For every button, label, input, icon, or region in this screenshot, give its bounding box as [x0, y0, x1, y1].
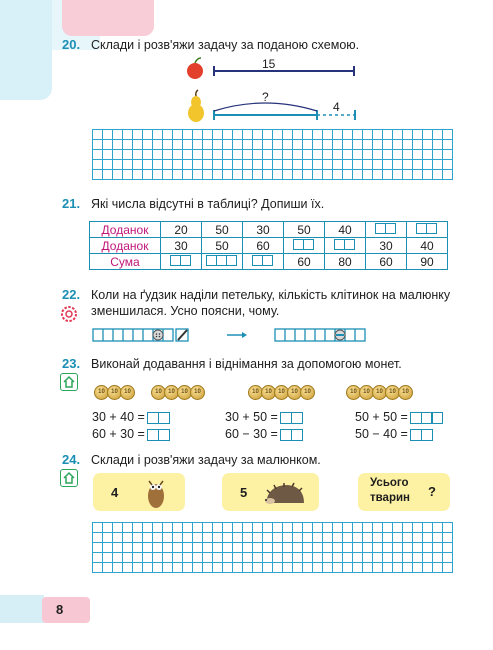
table-cell: 90 [407, 254, 448, 270]
sums-table [89, 221, 448, 270]
task-text-line1: Коли на ґудзик наділи петельку, кількість клітинок на малюнку [91, 288, 451, 302]
answer-box[interactable] [411, 429, 432, 441]
task-number: 20. [62, 37, 81, 52]
total-question: ? [428, 484, 436, 499]
apple-icon [187, 58, 203, 79]
task-text: Склади і розв'яжи задачу за малюнком. [91, 453, 321, 467]
card-value: 4 [111, 485, 119, 500]
home-icon [60, 373, 78, 391]
equation: 30 + 50 = [225, 410, 303, 424]
coin-group: 10 10 10 10 10 [248, 382, 313, 400]
task-number: 23. [62, 356, 81, 371]
card-value: 5 [240, 485, 248, 500]
task-number: 22. [62, 287, 81, 302]
owl-icon [145, 475, 167, 511]
task-number: 24. [62, 452, 81, 467]
button-strip-illustration [92, 325, 442, 345]
pear-icon [188, 90, 204, 122]
table-cell: 30 [243, 222, 284, 238]
pear-question: ? [262, 90, 269, 104]
pear-extra: 4 [333, 100, 340, 114]
answer-cell[interactable] [161, 254, 202, 270]
arrow-right-icon [227, 332, 247, 338]
page-number: 8 [56, 602, 64, 617]
equation: 60 + 30 = [92, 427, 170, 441]
total-label-line2: тварин [370, 492, 410, 504]
page-number-box [42, 597, 90, 623]
table-cell: 50 [202, 238, 243, 254]
answer-grid[interactable] [92, 129, 453, 180]
answer-cell[interactable] [202, 254, 243, 270]
total-card [358, 473, 450, 511]
row-label: Доданок [90, 238, 161, 254]
answer-box[interactable] [411, 412, 443, 424]
table-row [90, 238, 448, 254]
button-icon [153, 330, 163, 340]
answer-cell[interactable] [243, 254, 284, 270]
answer-grid[interactable] [92, 522, 453, 573]
answer-cell[interactable] [325, 238, 366, 254]
gear-icon [60, 305, 78, 323]
total-label-line1: Усього [370, 477, 409, 489]
answer-box[interactable] [281, 412, 302, 424]
coin-group: 10 10 10 10 [151, 382, 203, 400]
answer-cell[interactable] [407, 222, 448, 238]
table-row [90, 254, 448, 270]
equation: 60 − 30 = [225, 427, 303, 441]
page-decoration [0, 595, 44, 623]
answer-box[interactable] [148, 412, 169, 424]
answer-box[interactable] [148, 429, 169, 441]
task-text: Які числа відсутні в таблиці? Допиши їх. [91, 197, 325, 211]
table-cell: 50 [284, 222, 325, 238]
task-text: Виконай додавання і віднімання за допомогою монет. [91, 357, 402, 371]
task-text-line2: зменшилася. Усно поясни, чому. [91, 304, 280, 318]
table-cell: 60 [243, 238, 284, 254]
coin-group: 10 10 10 10 10 [346, 382, 411, 400]
answer-cell[interactable] [366, 222, 407, 238]
corner-decoration [0, 0, 52, 100]
table-cell: 60 [284, 254, 325, 270]
owl-card [93, 473, 185, 511]
coin-group: 10 10 10 [94, 382, 133, 400]
row-label: Доданок [90, 222, 161, 238]
table-cell: 40 [325, 222, 366, 238]
equation: 50 − 40 = [355, 427, 433, 441]
answer-cell[interactable] [284, 238, 325, 254]
table-cell: 60 [366, 254, 407, 270]
corner-decoration [62, 0, 154, 36]
task-text: Склади і розв'яжи задачу за поданою схемою. [91, 38, 360, 52]
pencil-icon [176, 329, 188, 341]
equation: 50 + 50 = [355, 410, 443, 424]
table-cell: 80 [325, 254, 366, 270]
table-row [90, 222, 448, 238]
row-label: Сума [90, 254, 161, 270]
table-cell: 50 [202, 222, 243, 238]
scheme-diagram [180, 55, 380, 125]
table-cell: 30 [366, 238, 407, 254]
table-cell: 20 [161, 222, 202, 238]
hedgehog-card [222, 473, 319, 511]
equation: 30 + 40 = [92, 410, 170, 424]
table-cell: 30 [161, 238, 202, 254]
home-icon [60, 469, 78, 487]
hedgehog-icon [262, 481, 308, 507]
task-number: 21. [62, 196, 81, 211]
apple-value: 15 [262, 57, 276, 71]
answer-box[interactable] [281, 429, 302, 441]
table-cell: 40 [407, 238, 448, 254]
